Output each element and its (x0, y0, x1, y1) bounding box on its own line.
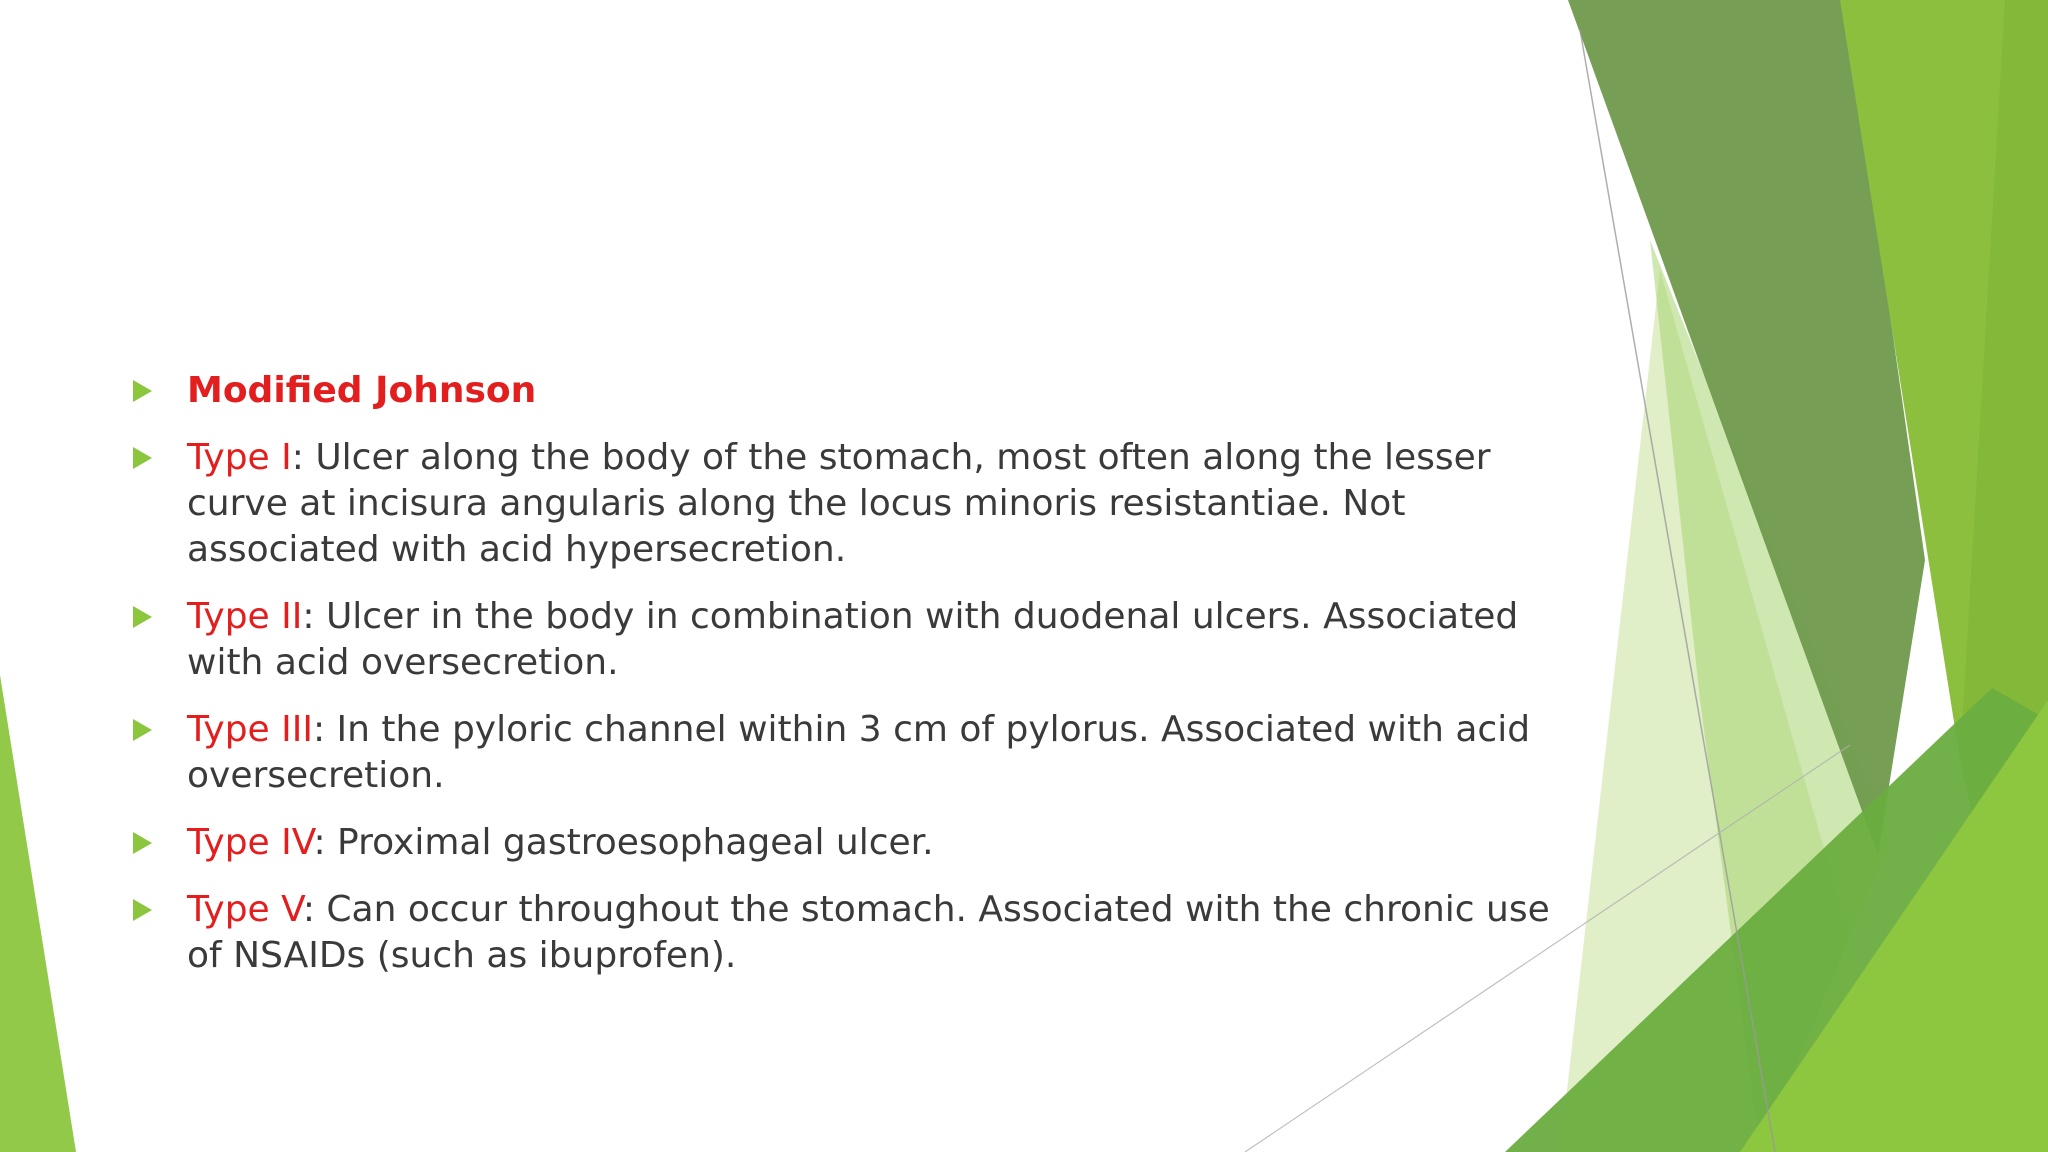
type-label: Type III (187, 709, 313, 750)
left-green-shard (0, 675, 76, 1152)
type-description: : In the pyloric channel within 3 cm of pylorus. Associated with acid oversecretion. (187, 709, 1531, 796)
triangle-right-icon (133, 606, 152, 628)
triangle-right-icon (133, 719, 152, 741)
type-description: : Proximal gastroesophageal ulcer. (313, 822, 934, 863)
bullet-type-2 (130, 594, 1550, 686)
type-description: : Ulcer along the body of the stomach, most often along the lesser curve at incisura angularis along the locus minoris resistantiae. Not associated with acid hypersecretion. (187, 437, 1491, 570)
triangle-right-icon (133, 899, 152, 921)
bullet-type-4 (130, 820, 1550, 866)
type-description: : Ulcer in the body in combination with duodenal ulcers. Associated with acid oversecretion. (187, 596, 1519, 683)
slide-content (130, 368, 1550, 1000)
bullet-type-5 (130, 887, 1550, 979)
type-label: Type IV (187, 822, 314, 863)
type-label: Type I (187, 437, 292, 478)
bullet-type-3 (130, 707, 1550, 799)
bullet-type-1 (130, 435, 1550, 573)
bullet-list (130, 368, 1550, 979)
triangle-right-icon (133, 380, 152, 402)
bullet-heading (130, 368, 1550, 414)
type-description: : Can occur throughout the stomach. Associated with the chronic use of NSAIDs (such as ibuprofen). (187, 889, 1550, 976)
type-label: Type II (187, 596, 303, 637)
heading-text: Modified Johnson (187, 370, 537, 411)
type-label: Type V (187, 889, 303, 930)
triangle-right-icon (133, 832, 152, 854)
triangle-right-icon (133, 447, 152, 469)
